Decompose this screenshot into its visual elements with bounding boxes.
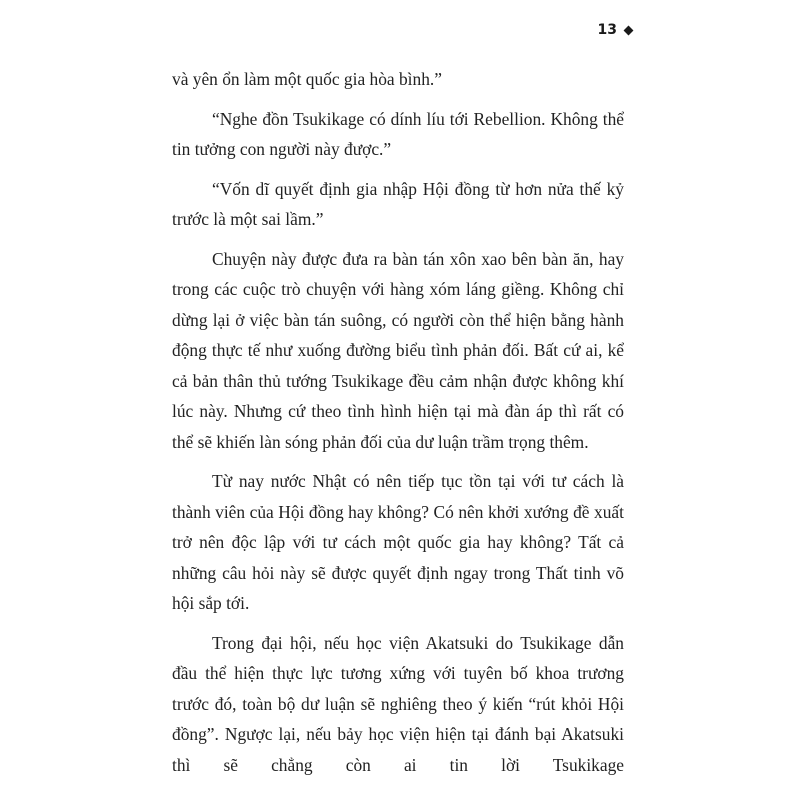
paragraph-narration-3: Trong đại hội, nếu học viện Akatsuki do Tsukikage dẫn đầu thể hiện thực lực tương xứng với tuyên bố khoa trương trước đó, toàn bộ dư luận sẽ nghiêng theo ý kiến “rút khỏi Hội đồng”. Ngược lại, nếu bảy học viện hiện tại đánh bại Akatsuki thì sẽ chẳng còn ai tin lời Tsukikage <box>172 632 624 775</box>
diamond-ornament-icon <box>624 25 634 35</box>
paragraph-dialogue-2: “Vốn dĩ quyết định gia nhập Hội đồng từ hơn nửa thế kỷ trước là một sai lầm.” <box>172 178 624 229</box>
paragraph-narration-1: Chuyện này được đưa ra bàn tán xôn xao bên bàn ăn, hay trong các cuộc trò chuyện với hàng xóm láng giềng. Không chỉ dừng lại ở việc bàn tán suông, có người còn thể hiện bằng hành động thực tế như xuống đường biểu tình phản đối. Bất cứ ai, kể cả bản thân thủ tướng Tsukikage đều cảm nhận được không khí lúc này. Nhưng cứ theo tình hình hiện tại mà đàn áp thì rất có thể sẽ khiến làn sóng phản đối của dư luận trầm trọng thêm. <box>172 248 624 452</box>
paragraph-dialogue-1: “Nghe đồn Tsukikage có dính líu tới Rebellion. Không thể tin tưởng con người này được.” <box>172 108 624 159</box>
paragraph-continuation: và yên ổn làm một quốc gia hòa bình.” <box>172 69 442 89</box>
page-number: 13 <box>597 22 617 38</box>
page-header <box>598 22 632 38</box>
paragraph-narration-2: Từ nay nước Nhật có nên tiếp tục tồn tại với tư cách là thành viên của Hội đồng hay không? Có nên khởi xướng đề xuất trở nên độc lập với tư cách một quốc gia hay không? Tất cả những câu hỏi này sẽ được quyết định ngay trong Thất tinh võ hội sắp tới. <box>172 471 624 613</box>
body-text <box>172 64 624 780</box>
